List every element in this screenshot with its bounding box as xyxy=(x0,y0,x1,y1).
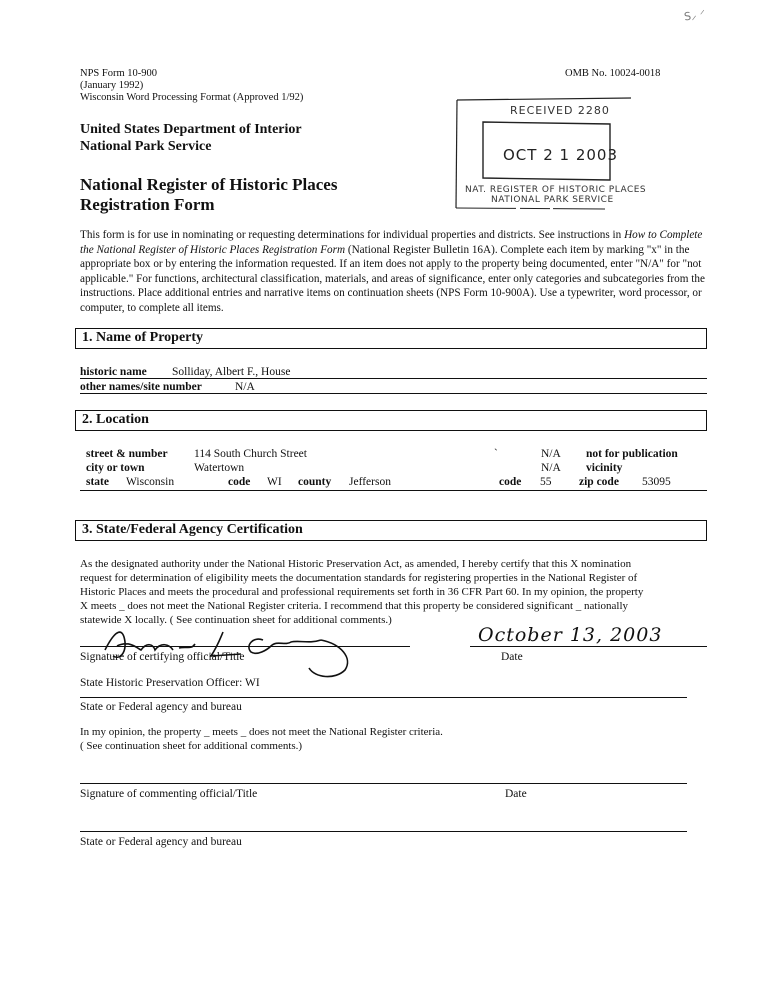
instructions-paragraph xyxy=(80,228,706,315)
stamp-bottom-line1: NAT. REGISTER OF HISTORIC PLACES xyxy=(465,185,647,195)
vicinity-value: N/A xyxy=(541,462,561,474)
form-date: (January 1992) xyxy=(80,80,144,91)
stray-mark: ` xyxy=(494,448,498,460)
opinion-line-2: ( See continuation sheet for additional comments.) xyxy=(80,740,303,752)
commenting-signature-label: Signature of commenting official/Title xyxy=(80,788,258,800)
instructions-bulletin-title: How to Complete the National Register of Historic Places Registration Form xyxy=(80,229,703,256)
section-2-heading: 2. Location xyxy=(82,412,149,427)
instructions-part2: (National Register Bulletin 16A). Complete each item by marking "x" in the appropriate box or by entering the information requested. If an item does not apply to the property being documented, enter "N/A" for "not applicable." For functions, architectural classification, materials, and areas of significance, enter only categories and subcategories from the instructions. Place additional entries and narrative items on continuation sheets (NPS Form 10-900A). Use a typewriter, word processor, or computer, to complete all items. xyxy=(80,243,705,314)
commenting-date-label: Date xyxy=(505,788,527,800)
other-names-label: other names/site number xyxy=(80,381,202,393)
certifying-agency-label: State or Federal agency and bureau xyxy=(80,701,242,713)
state-value: Wisconsin xyxy=(126,476,175,488)
certification-line-1: As the designated authority under the National Historic Preservation Act, as amended, I hereby certify that this X nomination xyxy=(80,558,632,570)
certification-line-4: X meets _ does not meet the National Register criteria. I recommend that this property be considered significant _ nationally xyxy=(80,600,629,612)
zip-label: zip code xyxy=(579,476,619,488)
received-stamp xyxy=(455,96,647,210)
certification-line-3: Historic Places and meets the procedural and professional requirements set forth in 36 CFR Part 60. In my opinion, the property xyxy=(80,586,644,598)
opinion-line-1: In my opinion, the property _ meets _ does not meet the National Register criteria. xyxy=(80,726,443,738)
street-value: 114 South Church Street xyxy=(194,448,307,460)
city-value: Watertown xyxy=(194,462,245,474)
stamp-date: OCT 2 1 2003 xyxy=(503,146,619,164)
county-value: Jefferson xyxy=(349,476,391,488)
other-names-value: N/A xyxy=(235,381,255,393)
omb-number: OMB No. 10024-0018 xyxy=(565,68,661,79)
instructions-part1: This form is for use in nominating or requesting determinations for individual properties and districts. See instructions in xyxy=(80,229,625,241)
certifying-date-label: Date xyxy=(501,651,523,663)
certifying-signature-label: Signature of certifying official/Title xyxy=(80,651,245,663)
not-for-publication-value: N/A xyxy=(541,448,561,460)
state-code-value: WI xyxy=(267,476,282,488)
form-title-line2: Registration Form xyxy=(80,195,215,214)
city-label: city or town xyxy=(86,462,145,474)
commenting-agency-label: State or Federal agency and bureau xyxy=(80,836,242,848)
historic-name-label: historic name xyxy=(80,366,147,378)
section-2-header xyxy=(75,410,707,431)
form-title-line1: National Register of Historic Places xyxy=(80,175,338,194)
shpo-title: State Historic Preservation Officer: WI xyxy=(80,677,260,689)
vicinity-label: vicinity xyxy=(586,462,623,474)
stamp-bottom-line2: NATIONAL PARK SERVICE xyxy=(491,195,614,205)
county-label: county xyxy=(298,476,332,488)
certification-line-2: request for determination of eligibility meets the documentation standards for registering properties in the National Register of xyxy=(80,572,638,584)
form-format: Wisconsin Word Processing Format (Approved 1/92) xyxy=(80,92,304,103)
street-label: street & number xyxy=(86,448,168,460)
state-code-label: code xyxy=(228,476,251,488)
section-1-header xyxy=(75,328,707,349)
corner-pencil-mark: ꓢ⸝ ⸍ xyxy=(683,7,707,24)
department-name: United States Department of Interior xyxy=(80,122,302,137)
historic-name-value: Solliday, Albert F., House xyxy=(172,366,291,378)
county-code-label: code xyxy=(499,476,522,488)
zip-value: 53095 xyxy=(642,476,671,488)
certification-line-5: statewide X locally. ( See continuation sheet for additional comments.) xyxy=(80,614,392,626)
section-1-heading: 1. Name of Property xyxy=(82,330,204,345)
not-for-publication-label: not for publication xyxy=(586,448,678,460)
state-label: state xyxy=(86,476,109,488)
handwritten-date: October 13, 2003 xyxy=(478,624,663,646)
section-3-header xyxy=(75,520,707,541)
section-3-heading: 3. State/Federal Agency Certification xyxy=(82,522,303,537)
stamp-received-text: RECEIVED 2280 xyxy=(510,104,610,117)
form-number: NPS Form 10-900 xyxy=(80,68,158,79)
county-code-value: 55 xyxy=(540,476,552,488)
service-name: National Park Service xyxy=(80,139,212,154)
